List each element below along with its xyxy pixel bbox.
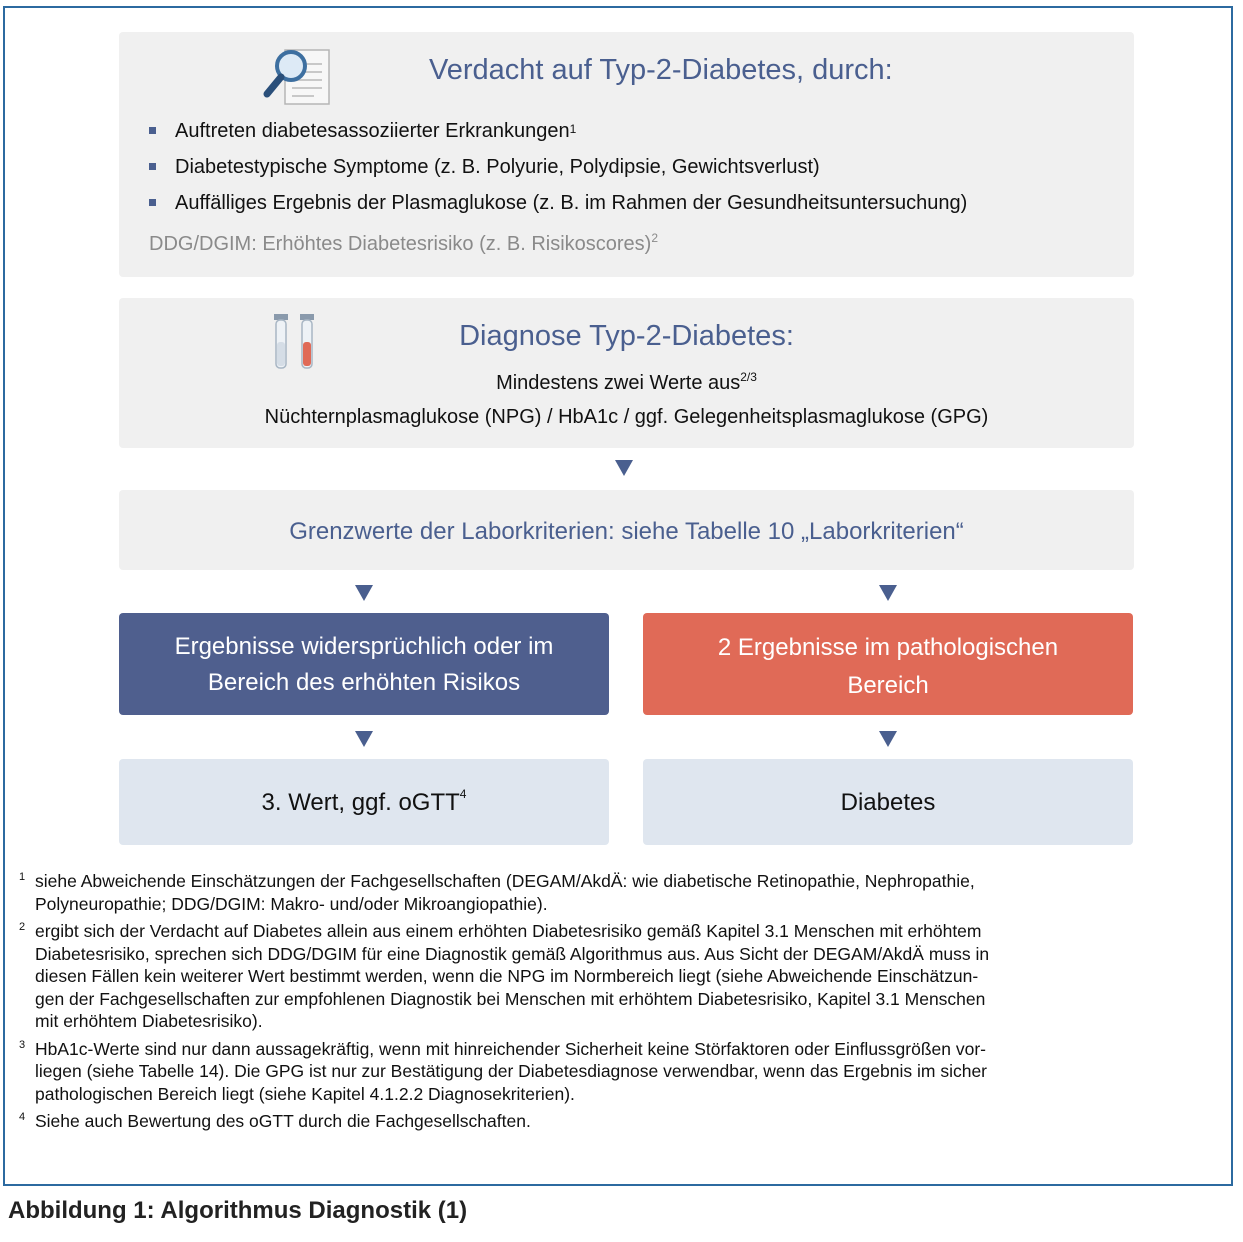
square-bullet-icon — [149, 163, 156, 170]
pathological-line2: Bereich — [847, 672, 929, 699]
list-item: Diabetestypische Symptome (z. B. Polyurie, Polydipsie, Gewichtsverlust) — [149, 154, 967, 190]
contradictory-line2: Bereich des erhöhten Risikos — [207, 669, 521, 696]
diagnosis-box — [119, 298, 1134, 448]
risk-note: DDG/DGIM: Erhöhtes Diabetesrisiko (z. B. Risikoscores)$^2$ — [149, 231, 659, 255]
pathological-results-box — [643, 613, 1133, 715]
figure-frame — [3, 6, 1233, 1186]
pathological-line1: 2 Ergebnisse im pathologischen — [717, 634, 1059, 661]
footnote-4: 4 Siehe auch Bewertung des oGTT durch die Fachgesellschaften. — [19, 1111, 531, 1131]
diabetes-label: Diabetes — [840, 789, 936, 816]
footnote-1: 1 siehe Abweichende Einschätzungen der Fachgesellschaften (DEGAM/AkdÄ: wie diabetische Retinopathie, Nephropathie, Polyneuropathie; DDG/DGIM: Makro- und/oder Mikroangiopathie). — [19, 871, 975, 914]
arrow-down-icon — [879, 585, 897, 601]
contradictory-results-box — [119, 613, 609, 715]
diagnosis-line2: Nüchternplasmaglukose (NPG) / HbA1c / ggf. Gelegenheitsplasmaglukose (GPG) — [264, 406, 989, 428]
contradictory-line1: Ergebnisse widersprüchlich oder im — [174, 633, 554, 660]
suspicion-box — [119, 32, 1134, 277]
third-value-box: 3. Wert, ggf. oGTT$^4$ — [119, 759, 609, 845]
third-value-label: 3. Wert, ggf. oGTT — [261, 789, 460, 816]
footnote-2: 2 ergibt sich der Verdacht auf Diabetes allein aus einem erhöhten Diabetesrisiko gemäß Kapitel 3.1 Menschen mit erhöhtem Diabetesrisiko, sprechen sich DDG/DGIM für eine Diagnostik gemäß Algorithmus aus. Aus Sicht der DEGAM/AkdÄ muss in diesen Fällen kein weiterer Wert bestimmt werden, wenn die NPG im Normbereich liegt (siehe Abweichende Einschätzun- gen der Fachgesellschaften zur empfohlenen Diagnostik bei Menschen mit erhöhtem Diabetesrisiko, Kapitel 3.1 Menschen mit erhöhtem Diabetesrisiko). — [19, 921, 990, 1031]
list-item: Auffälliges Ergebnis der Plasmaglukose (z. B. im Rahmen der Gesundheitsuntersuchung) — [149, 190, 967, 226]
square-bullet-icon — [149, 127, 156, 134]
footnote-3: 3 HbA1c-Werte sind nur dann aussagekräftig, wenn mit hinreichender Sicherheit keine Störfaktoren oder Einflussgrößen vor- liegen (siehe Tabelle 14). Die GPG ist nur zur Bestätigung der Diabetesdiagnose verwendbar, wenn das Ergebnis im sicher pathologischen Bereich liegt (siehe Kapitel 4.1.2.2 Diagnosekriterien). — [19, 1038, 988, 1104]
arrow-down-icon — [615, 460, 633, 476]
arrow-down-icon — [879, 731, 897, 747]
footnotes — [17, 870, 1222, 1138]
arrow-down-icon — [355, 585, 373, 601]
figure-caption: Abbildung 1: Algorithmus Diagnostik (1) — [8, 1197, 468, 1224]
suspicion-list — [149, 118, 967, 226]
diabetes-box — [643, 759, 1133, 845]
suspicion-title: Verdacht auf Typ-2-Diabetes, durch: — [429, 54, 893, 86]
square-bullet-icon — [149, 199, 156, 206]
limits-box — [119, 490, 1134, 570]
arrow-down-icon — [355, 731, 373, 747]
diagnosis-line1: Mindestens zwei Werte aus$^{2/3}$ — [496, 370, 757, 394]
list-item: Auftreten diabetesassoziierter Erkrankungen$^1$ — [149, 118, 967, 154]
diagnosis-title: Diagnose Typ-2-Diabetes: — [459, 320, 794, 352]
limits-title: Grenzwerte der Laborkriterien: siehe Tabelle 10 „Laborkriterien“ — [289, 518, 964, 545]
magnifier-document-icon — [259, 42, 339, 108]
